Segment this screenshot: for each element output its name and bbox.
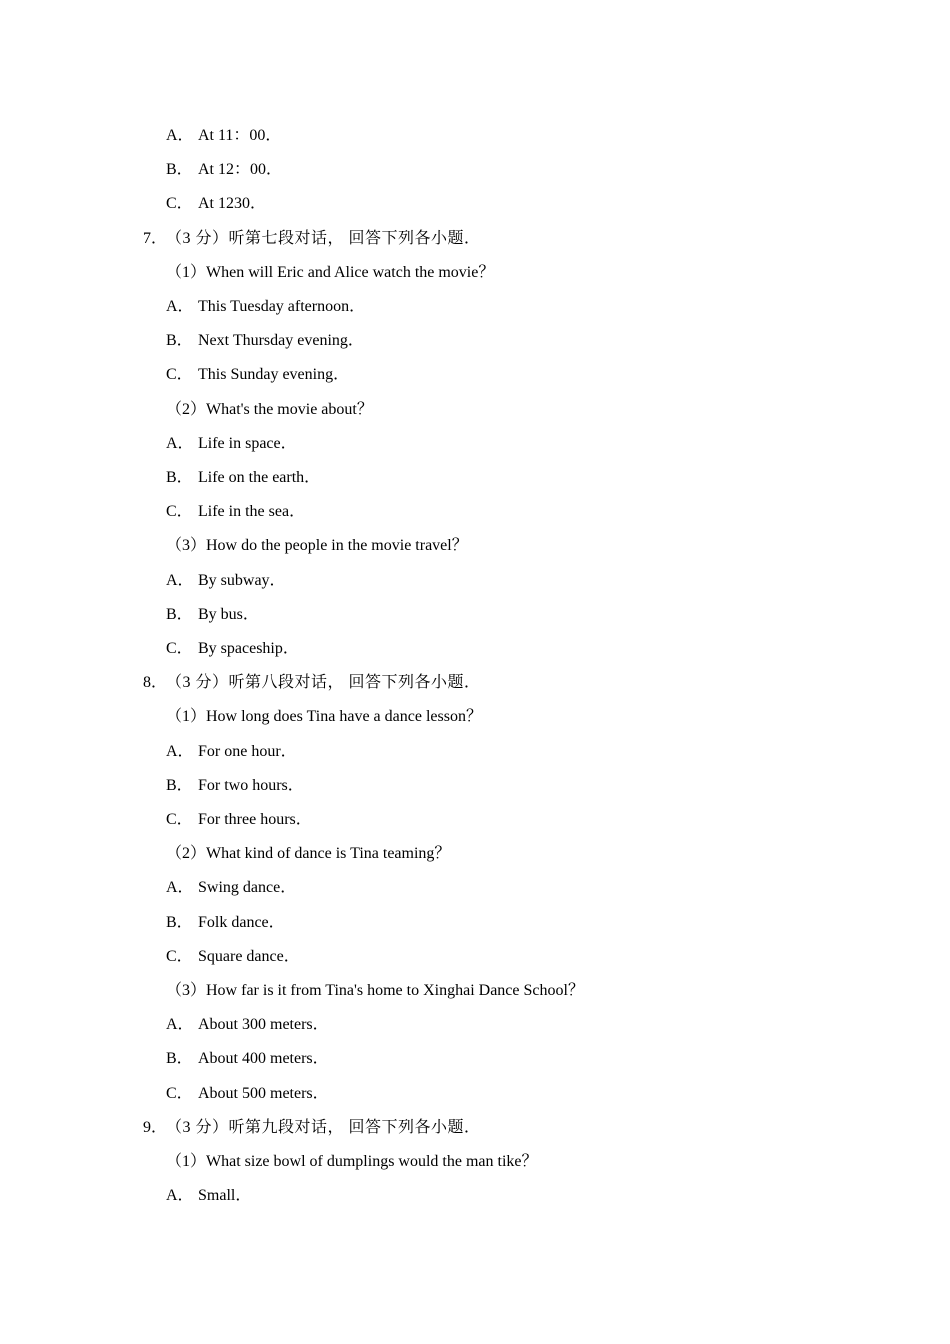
option-text: At 11：00． [198, 127, 282, 144]
option-letter: B． [166, 469, 193, 486]
option-letter: C． [166, 640, 193, 657]
option-text: Life in the sea． [198, 503, 306, 521]
option-text: Square dance． [198, 947, 300, 965]
option-text: Small． [198, 1187, 252, 1205]
option-text: Life in space． [198, 434, 297, 452]
option-text: At 12：00． [198, 161, 283, 179]
option-text: Next Thursday evening． [198, 332, 364, 350]
option-letter: B． [166, 332, 193, 350]
sub-question-text: （3）How far is it from Tina's home to Xinghai Dance School？ [166, 982, 584, 999]
question-number: 8． [143, 674, 168, 692]
option-text: By spaceship． [198, 640, 299, 657]
option-letter: A． [166, 1016, 194, 1034]
option-letter: A． [166, 434, 194, 452]
option-text: About 400 meters． [198, 1050, 329, 1068]
question-instruction: （3 分）听第七段对话， 回答下列各小题． [166, 229, 481, 247]
option-text: This Sunday evening． [198, 366, 350, 384]
sub-question-text: （3）How do the people in the movie travel？ [166, 537, 468, 555]
option-letter: C． [166, 1084, 193, 1102]
sub-question-text: （1）How long does Tina have a dance lesson？ [166, 708, 482, 726]
option-text: By subway． [198, 571, 286, 589]
option-text: By bus． [198, 605, 259, 623]
option-letter: B． [166, 161, 193, 179]
option-letter: C． [166, 366, 193, 384]
option-letter: A． [166, 742, 194, 760]
option-text: Folk dance． [198, 913, 285, 931]
option-text: For three hours． [198, 811, 312, 828]
sub-question-text: （2）What's the movie about？ [166, 400, 373, 418]
option-letter: B． [166, 605, 193, 623]
sub-question-text: （2）What kind of dance is Tina teaming？ [166, 845, 451, 863]
option-letter: C． [166, 503, 193, 521]
question-instruction: （3 分）听第九段对话， 回答下列各小题． [166, 1118, 481, 1136]
option-letter: C． [166, 195, 193, 213]
option-letter: A． [166, 571, 194, 589]
option-letter: A． [166, 879, 194, 897]
option-letter: A． [166, 1187, 194, 1205]
option-text: About 500 meters． [198, 1084, 329, 1102]
option-text: Life on the earth． [198, 469, 321, 486]
question-instruction: （3 分）听第八段对话， 回答下列各小题． [166, 674, 481, 692]
option-text: This Tuesday afternoon． [198, 298, 366, 315]
option-letter: B． [166, 776, 193, 794]
option-text: Swing dance． [198, 879, 297, 897]
option-text: For one hour． [198, 742, 297, 760]
option-letter: B． [166, 913, 193, 931]
option-text: For two hours． [198, 776, 304, 794]
option-text: About 300 meters． [198, 1016, 329, 1034]
option-text: At 1230． [198, 195, 267, 213]
question-number: 9． [143, 1118, 168, 1136]
sub-question-text: （1）What size bowl of dumplings would the man tike？ [166, 1153, 538, 1170]
option-letter: B． [166, 1050, 193, 1068]
option-letter: A． [166, 298, 194, 315]
sub-question-text: （1）When will Eric and Alice watch the movie？ [166, 263, 495, 281]
option-letter: C． [166, 947, 193, 965]
question-number: 7． [143, 229, 168, 247]
option-letter: C． [166, 811, 193, 828]
option-letter: A． [166, 127, 194, 144]
